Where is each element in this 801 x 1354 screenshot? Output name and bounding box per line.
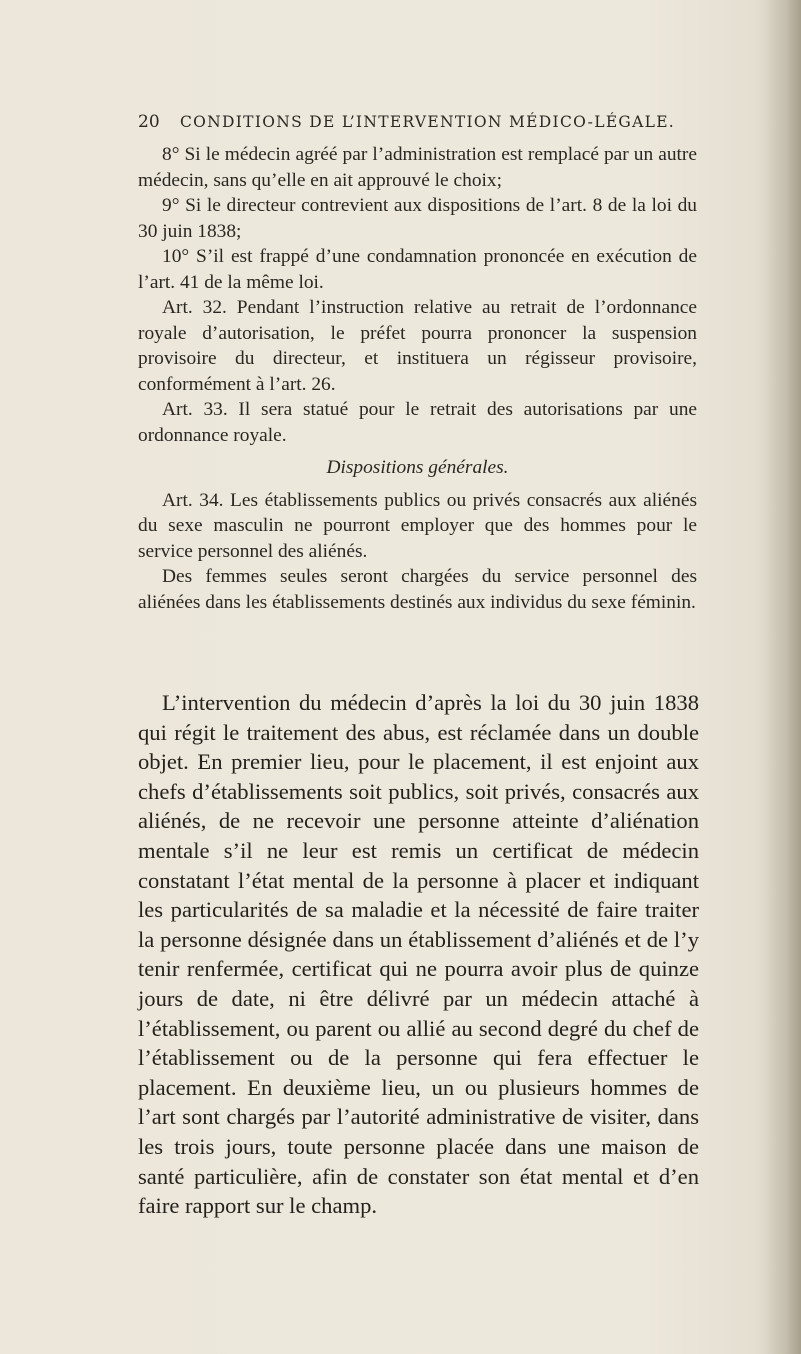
running-title: CONDITIONS DE L’INTERVENTION MÉDICO-LÉGALE.	[180, 113, 676, 131]
page-edge-shadow	[763, 0, 801, 1354]
law-item: 9° Si le directeur contrevient aux dispositions de l’art. 8 de la loi du 30 juin 1838;	[138, 195, 697, 242]
section-heading: Dispositions générales.	[326, 457, 509, 478]
page-number: 20	[138, 112, 160, 132]
body-text	[138, 688, 699, 1221]
law-excerpt	[138, 142, 697, 615]
main-paragraph: L’intervention du médecin d’après la loi du 30 juin 1838 qui régit le traitement des abus, est réclamée dans un double objet. En premier lieu, pour le placement, il est enjoint aux chefs d’établissements soit publics, soit privés, consacrés aux aliénés, de ne recevoir une personne atteinte d’aliénation mentale s’il ne leur est remis un certificat de médecin constatant l’état mental de la personne à placer et indiquant les particularités de sa maladie et la nécessité de faire traiter la personne désignée dans un établissement d’aliénés et de l’y tenir renfermée, certificat qui ne pourra avoir plus de quinze jours de date, ni être délivré par un médecin attaché à l’établissement, ou parent ou allié au second degré du chef de l’établissement ou de la personne qui fera effectuer le placement. En deuxième lieu, un ou plusieurs hommes de l’art sont chargés par l’autorité administrative de visiter, dans les trois jours, toute personne placée dans une maison de santé particulière, afin de constater son état mental et d’en faire rapport sur le champ.	[138, 690, 699, 1219]
law-item: 10° S’il est frappé d’une condamnation prononcée en exécution de l’art. 41 de la même loi.	[138, 246, 697, 293]
page-header	[138, 112, 698, 132]
law-item: 8° Si le médecin agréé par l’administration est remplacé par un autre médecin, sans qu’elle en ait approuvé le choix;	[138, 144, 697, 191]
law-article: Des femmes seules seront chargées du service personnel des aliénées dans les établissements destinés aux individus du sexe féminin.	[138, 566, 697, 613]
law-article: Art. 32. Pendant l’instruction relative au retrait de l’ordonnance royale d’autorisation, le préfet pourra prononcer la suspension provisoire du directeur, et instituera un régisseur provisoire, conformément à l’art. 26.	[138, 297, 697, 395]
law-article: Art. 34. Les établissements publics ou privés consacrés aux aliénés du sexe masculin ne pourront employer que des hommes pour le service personnel des aliénés.	[138, 489, 697, 562]
law-article: Art. 33. Il sera statué pour le retrait des autorisations par une ordonnance royale.	[138, 399, 697, 446]
